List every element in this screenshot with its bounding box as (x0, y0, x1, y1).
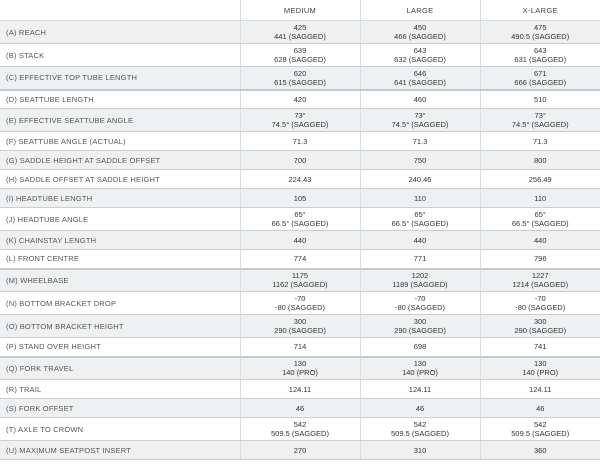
cell-medium: 774 (240, 250, 360, 269)
cell-x-large: 510 (480, 90, 600, 109)
header-cell-medium: MEDIUM (240, 0, 360, 21)
table-row (0, 44, 600, 67)
row-label: (U) MAXIMUM SEATPOST INSERT (0, 441, 240, 460)
table-row (0, 109, 600, 132)
table-row (0, 441, 600, 460)
cell-large: 310 (360, 441, 480, 460)
geometry-table-body (0, 21, 600, 460)
row-label: (E) EFFECTIVE SEATTUBE ANGLE (0, 109, 240, 132)
cell-large: 71.3 (360, 132, 480, 151)
cell-large: 440 (360, 231, 480, 250)
table-row (0, 170, 600, 189)
table-row (0, 292, 600, 315)
header-cell-large: LARGE (360, 0, 480, 21)
cell-large: 771 (360, 250, 480, 269)
table-row (0, 67, 600, 90)
header-row (0, 0, 600, 21)
cell-x-large: -70 -80 (SAGGED) (480, 292, 600, 315)
row-label: (N) BOTTOM BRACKET DROP (0, 292, 240, 315)
cell-medium: 270 (240, 441, 360, 460)
table-row (0, 21, 600, 44)
cell-x-large: 360 (480, 441, 600, 460)
row-label: (M) WHEELBASE (0, 269, 240, 292)
row-label: (L) FRONT CENTRE (0, 250, 240, 269)
table-row (0, 418, 600, 441)
cell-medium: 700 (240, 151, 360, 170)
cell-large: 450 466 (SAGGED) (360, 21, 480, 44)
table-row (0, 231, 600, 250)
row-label: (A) REACH (0, 21, 240, 44)
cell-x-large: 124.11 (480, 380, 600, 399)
cell-medium: 714 (240, 338, 360, 357)
cell-x-large: 65° 66.5° (SAGGED) (480, 208, 600, 231)
cell-large: 73° 74.5° (SAGGED) (360, 109, 480, 132)
cell-medium: -70 -80 (SAGGED) (240, 292, 360, 315)
table-row (0, 189, 600, 208)
row-label: (C) EFFECTIVE TOP TUBE LENGTH (0, 67, 240, 90)
table-row (0, 90, 600, 109)
table-row (0, 269, 600, 292)
cell-large: 240.46 (360, 170, 480, 189)
cell-x-large: 110 (480, 189, 600, 208)
cell-x-large: 300 290 (SAGGED) (480, 315, 600, 338)
header-cell-label (0, 0, 240, 21)
cell-large: 110 (360, 189, 480, 208)
cell-medium: 620 615 (SAGGED) (240, 67, 360, 90)
cell-x-large: 800 (480, 151, 600, 170)
table-row (0, 380, 600, 399)
cell-large: 65° 66.5° (SAGGED) (360, 208, 480, 231)
cell-x-large: 73° 74.5° (SAGGED) (480, 109, 600, 132)
row-label: (F) SEATTUBE ANGLE (ACTUAL) (0, 132, 240, 151)
row-label: (H) SADDLE OFFSET AT SADDLE HEIGHT (0, 170, 240, 189)
table-row (0, 132, 600, 151)
row-label: (S) FORK OFFSET (0, 399, 240, 418)
row-label: (J) HEADTUBE ANGLE (0, 208, 240, 231)
cell-large: 750 (360, 151, 480, 170)
row-label: (G) SADDLE HEIGHT AT SADDLE OFFSET (0, 151, 240, 170)
row-label: (O) BOTTOM BRACKET HEIGHT (0, 315, 240, 338)
cell-medium: 542 509.5 (SAGGED) (240, 418, 360, 441)
cell-x-large: 643 631 (SAGGED) (480, 44, 600, 67)
cell-medium: 420 (240, 90, 360, 109)
cell-medium: 46 (240, 399, 360, 418)
cell-x-large: 542 509.5 (SAGGED) (480, 418, 600, 441)
cell-x-large: 130 140 (PRO) (480, 357, 600, 380)
table-row (0, 208, 600, 231)
cell-medium: 105 (240, 189, 360, 208)
cell-medium: 124.11 (240, 380, 360, 399)
table-row (0, 151, 600, 170)
cell-x-large: 475 490.5 (SAGGED) (480, 21, 600, 44)
cell-medium: 425 441 (SAGGED) (240, 21, 360, 44)
row-label: (B) STACK (0, 44, 240, 67)
cell-large: -70 -80 (SAGGED) (360, 292, 480, 315)
row-label: (R) TRAIL (0, 380, 240, 399)
table-row (0, 357, 600, 380)
cell-medium: 224.43 (240, 170, 360, 189)
cell-x-large: 256.49 (480, 170, 600, 189)
row-label: (P) STAND OVER HEIGHT (0, 338, 240, 357)
table-row (0, 338, 600, 357)
cell-large: 643 632 (SAGGED) (360, 44, 480, 67)
row-label: (K) CHAINSTAY LENGTH (0, 231, 240, 250)
header-cell-x-large: X-LARGE (480, 0, 600, 21)
row-label: (D) SEATTUBE LENGTH (0, 90, 240, 109)
cell-x-large: 741 (480, 338, 600, 357)
cell-large: 698 (360, 338, 480, 357)
cell-medium: 130 140 (PRO) (240, 357, 360, 380)
cell-large: 300 290 (SAGGED) (360, 315, 480, 338)
cell-large: 646 641 (SAGGED) (360, 67, 480, 90)
table-row (0, 399, 600, 418)
cell-large: 130 140 (PRO) (360, 357, 480, 380)
cell-x-large: 440 (480, 231, 600, 250)
cell-medium: 1175 1162 (SAGGED) (240, 269, 360, 292)
row-label: (I) HEADTUBE LENGTH (0, 189, 240, 208)
cell-x-large: 1227 1214 (SAGGED) (480, 269, 600, 292)
cell-large: 460 (360, 90, 480, 109)
row-label: (Q) FORK TRAVEL (0, 357, 240, 380)
cell-large: 46 (360, 399, 480, 418)
cell-large: 124.11 (360, 380, 480, 399)
table-row (0, 315, 600, 338)
cell-medium: 639 628 (SAGGED) (240, 44, 360, 67)
cell-medium: 440 (240, 231, 360, 250)
cell-medium: 300 290 (SAGGED) (240, 315, 360, 338)
cell-x-large: 46 (480, 399, 600, 418)
cell-x-large: 71.3 (480, 132, 600, 151)
cell-large: 542 509.5 (SAGGED) (360, 418, 480, 441)
table-row (0, 250, 600, 269)
cell-x-large: 796 (480, 250, 600, 269)
cell-large: 1202 1189 (SAGGED) (360, 269, 480, 292)
cell-medium: 71.3 (240, 132, 360, 151)
cell-x-large: 671 666 (SAGGED) (480, 67, 600, 90)
cell-medium: 73° 74.5° (SAGGED) (240, 109, 360, 132)
cell-medium: 65° 66.5° (SAGGED) (240, 208, 360, 231)
row-label: (T) AXLE TO CROWN (0, 418, 240, 441)
